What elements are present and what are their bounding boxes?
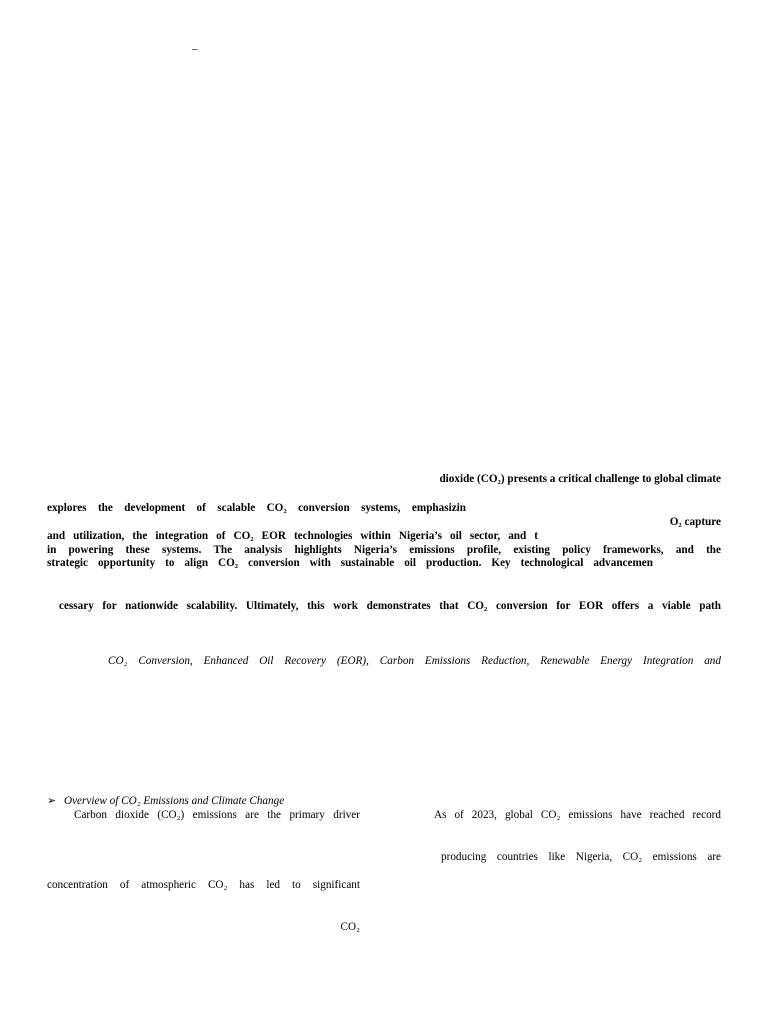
keywords: CO₂ Conversion, Enhanced Oil Recovery (EOR), Carbon Emissions Reduction, Renewable Energy Integration and: [108, 655, 721, 667]
abstract-line: cessary for nationwide scalability. Ultimately, this work demonstrates that CO₂ conversion for EOR offers a viable path: [59, 600, 721, 612]
abstract-line: strategic opportunity to align CO₂ conversion with sustainable oil production. Key technological advancemen: [47, 557, 653, 569]
abstract-line: in powering these systems. The analysis highlights Nigeria’s emissions profile, existing policy frameworks, and the: [47, 544, 721, 556]
header-dash: –: [192, 43, 198, 55]
section-bullet: ➢: [47, 795, 57, 807]
body-line: CO₂: [340, 921, 360, 933]
body-line: concentration of atmospheric CO₂ has led to significant: [47, 879, 360, 891]
abstract-line: and utilization, the integration of CO₂ EOR technologies within Nigeria’s oil sector, and t: [47, 530, 538, 542]
section-heading: Overview of CO₂ Emissions and Climate Change: [64, 795, 285, 807]
body-line: Carbon dioxide (CO₂) emissions are the primary driver: [74, 809, 360, 821]
body-line: producing countries like Nigeria, CO₂ emissions are: [441, 851, 721, 863]
abstract-line: dioxide (CO₂) presents a critical challenge to global climate: [439, 473, 721, 485]
body-line: As of 2023, global CO₂ emissions have reached record: [434, 809, 721, 821]
abstract-line: explores the development of scalable CO₂ conversion systems, emphasizin: [47, 502, 466, 514]
abstract-line: O₂ capture: [669, 516, 721, 528]
